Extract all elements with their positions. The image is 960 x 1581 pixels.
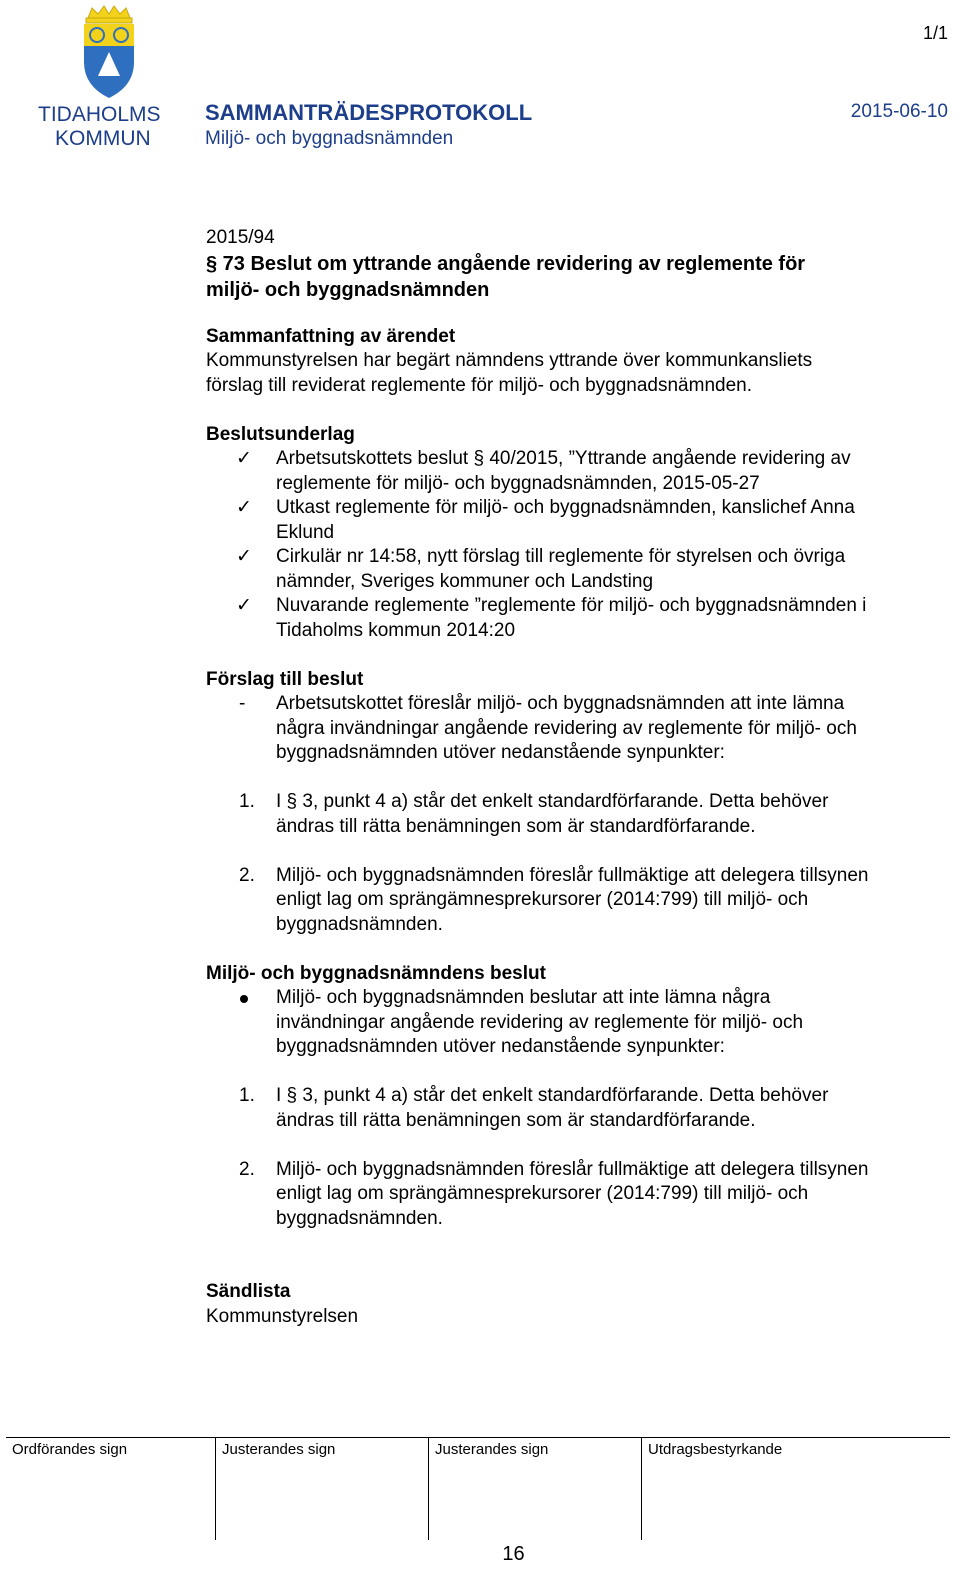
document-body bbox=[206, 226, 946, 1329]
point-number: 1. bbox=[239, 791, 255, 812]
basis-item bbox=[206, 594, 946, 643]
summary-line: Kommunstyrelsen har begärt nämndens yttrande över kommunkansliets bbox=[206, 350, 813, 371]
checkmark-icon: ✓ bbox=[236, 546, 252, 567]
proposal-heading: Förslag till beslut bbox=[206, 668, 364, 690]
point-line: Miljö- och byggnadsnämnden föreslår fullmäktige att delegera tillsynen bbox=[276, 864, 869, 886]
coat-of-arms-icon bbox=[80, 4, 138, 100]
signature-label: Justerandes sign bbox=[435, 1441, 549, 1458]
point-line: byggnadsnämnden. bbox=[276, 913, 443, 935]
checkmark-icon: ✓ bbox=[236, 595, 252, 616]
decision-line: invändningar angående revidering av reglemente för miljö- och bbox=[276, 1011, 804, 1033]
heading-line: miljö- och byggnadsnämnden bbox=[206, 278, 490, 301]
committee-name: Miljö- och byggnadsnämnden bbox=[205, 128, 454, 149]
signature-cell-chair bbox=[6, 1438, 215, 1540]
basis-item bbox=[206, 447, 946, 496]
point-number: 2. bbox=[239, 864, 255, 886]
point-line: I § 3, punkt 4 a) står det enkelt standardförfarande. Detta behöver bbox=[276, 1085, 829, 1106]
case-reference: 2015/94 bbox=[206, 227, 275, 248]
proposal-line: några invändningar angående revidering av reglemente för miljö- och bbox=[276, 717, 857, 739]
signature-cell-certification bbox=[641, 1438, 950, 1540]
basis-item-line: Arbetsutskottets beslut § 40/2015, ”Yttrande angående revidering av bbox=[276, 448, 851, 469]
basis-item bbox=[206, 545, 946, 594]
signature-label: Utdragsbestyrkande bbox=[648, 1441, 783, 1458]
basis-item bbox=[206, 496, 946, 545]
point-line: ändras till rätta benämningen som är standardförfarande. bbox=[276, 1109, 756, 1131]
proposal-line: Arbetsutskottet föreslår miljö- och byggnadsnämnden att inte lämna bbox=[276, 693, 845, 714]
basis-item-line: Utkast reglemente för miljö- och byggnadsnämnden, kanslichef Anna bbox=[276, 497, 855, 518]
basis-item-line: Tidaholms kommun 2014:20 bbox=[276, 619, 516, 641]
basis-heading: Beslutsunderlag bbox=[206, 423, 355, 445]
heading-line: § 73 Beslut om yttrande angående revidering av reglemente för bbox=[206, 252, 806, 275]
meeting-date: 2015-06-10 bbox=[850, 101, 948, 122]
decision-point bbox=[206, 1084, 946, 1133]
page-number: 1/1 bbox=[922, 23, 948, 43]
logo-wordmark bbox=[38, 103, 178, 151]
basis-item-line: Eklund bbox=[276, 521, 335, 543]
signature-label: Ordförandes sign bbox=[12, 1441, 128, 1458]
point-line: I § 3, punkt 4 a) står det enkelt standardförfarande. Detta behöver bbox=[276, 791, 829, 812]
basis-item-line: nämnder, Sveriges kommuner och Landsting bbox=[276, 570, 654, 592]
proposal-line: byggnadsnämnden utöver nedanstående synpunkter: bbox=[276, 742, 725, 763]
proposal-point bbox=[206, 790, 946, 839]
point-number: 2. bbox=[239, 1158, 255, 1180]
point-line: ändras till rätta benämningen som är standardförfarande. bbox=[276, 815, 756, 837]
basis-item-line: Cirkulär nr 14:58, nytt förslag till reglemente för styrelsen och övriga bbox=[276, 546, 846, 567]
distribution-recipient: Kommunstyrelsen bbox=[206, 1305, 359, 1327]
signature-label: Justerandes sign bbox=[222, 1441, 336, 1458]
footer-page-number: 16 bbox=[502, 1543, 525, 1565]
document-title: SAMMANTRÄDESPROTOKOLL bbox=[205, 100, 533, 125]
decision-text bbox=[206, 986, 946, 1060]
summary-line: förslag till reviderat reglemente för miljö- och byggnadsnämnden. bbox=[206, 374, 752, 396]
point-number: 1. bbox=[239, 1085, 255, 1106]
basis-item-line: reglemente för miljö- och byggnadsnämnden, 2015-05-27 bbox=[276, 472, 760, 494]
distribution-heading: Sändlista bbox=[206, 1281, 291, 1302]
decision-point bbox=[206, 1158, 946, 1232]
proposal-text bbox=[206, 692, 946, 766]
section-heading bbox=[206, 251, 946, 303]
signature-table bbox=[6, 1437, 950, 1540]
decision-line: byggnadsnämnden utöver nedanstående synpunkter: bbox=[276, 1036, 725, 1057]
summary-heading: Sammanfattning av ärendet bbox=[206, 325, 456, 347]
point-line: enligt lag om sprängämnesprekursorer (2014:799) till miljö- och bbox=[276, 1183, 809, 1204]
point-line: enligt lag om sprängämnesprekursorer (2014:799) till miljö- och bbox=[276, 889, 809, 910]
municipality-logo bbox=[38, 4, 178, 150]
logo-line1: TIDAHOLMS bbox=[38, 103, 161, 126]
signature-cell-adjuster-2 bbox=[428, 1438, 641, 1540]
logo-line2: KOMMUN bbox=[55, 127, 151, 150]
bullet-icon bbox=[240, 995, 248, 1003]
decision-line: Miljö- och byggnadsnämnden beslutar att inte lämna några bbox=[276, 987, 771, 1008]
proposal-point bbox=[206, 864, 946, 938]
decision-heading: Miljö- och byggnadsnämndens beslut bbox=[206, 962, 546, 984]
checkmark-icon: ✓ bbox=[236, 497, 252, 518]
point-line: Miljö- och byggnadsnämnden föreslår fullmäktige att delegera tillsynen bbox=[276, 1158, 869, 1180]
signature-cell-adjuster-1 bbox=[215, 1438, 428, 1540]
basis-item-line: Nuvarande reglemente ”reglemente för miljö- och byggnadsnämnden i bbox=[276, 595, 867, 616]
checkmark-icon: ✓ bbox=[236, 448, 252, 469]
point-line: byggnadsnämnden. bbox=[276, 1207, 443, 1229]
dash-marker: - bbox=[239, 693, 246, 714]
